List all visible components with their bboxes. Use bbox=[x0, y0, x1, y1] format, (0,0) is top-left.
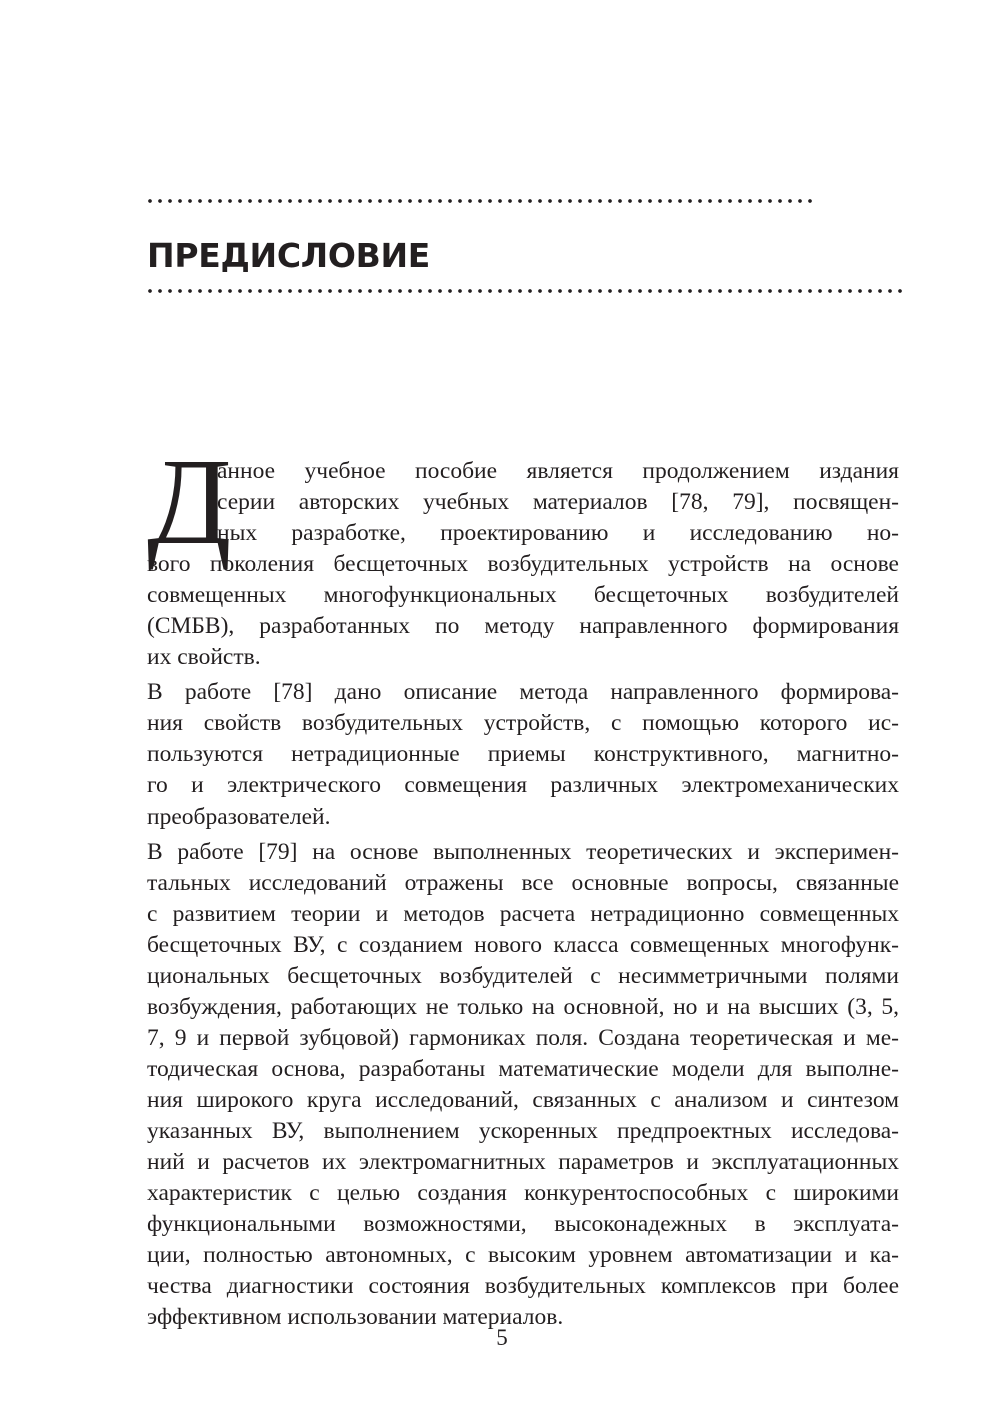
text-line: совмещенных многофункциональных бесщеточных возбудителей bbox=[147, 582, 899, 609]
page-number: 5 bbox=[496, 1325, 508, 1350]
text-line: анное учебное пособие является продолжением издания bbox=[217, 458, 899, 484]
paragraph-1 bbox=[147, 433, 899, 673]
text-line: чества диагностики состояния возбудительных комплексов при более bbox=[147, 1273, 899, 1300]
paragraph-3 bbox=[147, 837, 899, 1334]
text-line: преобразователей. bbox=[147, 803, 331, 830]
text-line: циональных бесщеточных возбудителей с несимметричными полями bbox=[147, 962, 899, 989]
text-line: тодическая основа, разработаны математические модели для выполне- bbox=[147, 1055, 899, 1082]
text-line: тальных исследований отражены все основные вопросы, связанные bbox=[147, 869, 899, 896]
text-line: (СМБВ), разработанных по методу направленного формирования bbox=[147, 613, 899, 640]
text-line: характеристик с целью создания конкурентоспособных с широкими bbox=[147, 1180, 899, 1207]
text-line: указанных ВУ, выполнением ускоренных предпроектных исследова- bbox=[147, 1117, 899, 1144]
text-line: го и электрического совмещения различных электромеханических bbox=[147, 772, 899, 799]
text-line: их свойств. bbox=[147, 644, 261, 671]
text-line: ния широкого круга исследований, связанных с анализом и синтезом bbox=[147, 1086, 899, 1113]
text-line: ных разработке, проектированию и исследованию но- bbox=[217, 520, 899, 547]
text-line: 7, 9 и первой зубцовой) гармониках поля. Создана теоретическая и ме- bbox=[147, 1024, 899, 1051]
drop-cap: Д bbox=[147, 433, 232, 570]
text-line-content: В работе [78] дано описание метода направленного формирова- bbox=[147, 679, 899, 706]
text-line: ния свойств возбудительных устройств, с помощью которого ис- bbox=[147, 710, 899, 737]
text-line bbox=[147, 677, 899, 708]
page-heading: ПРЕДИСЛОВИЕ bbox=[147, 236, 431, 275]
text-line: ний и расчетов их электромагнитных параметров и эксплуатационных bbox=[147, 1149, 899, 1176]
text-line: ции, полностью автономных, с высоким уровнем автоматизации и ка- bbox=[147, 1242, 899, 1269]
text-line: с развитием теории и методов расчета нетрадиционно совмещенных bbox=[147, 900, 899, 927]
text-line: пользуются нетрадиционные приемы конструктивного, магнитно- bbox=[147, 741, 899, 768]
text-line: В работе [79] на основе выполненных теоретических и эксперимен- bbox=[147, 838, 899, 865]
text-line: возбуждения, работающих не только на основной, но и на высших (3, 5, bbox=[147, 993, 899, 1020]
heading-bottom-dotted-rule bbox=[145, 288, 903, 294]
body-text bbox=[147, 433, 899, 1333]
text-line: вого поколения бесщеточных возбудительных устройств на основе bbox=[147, 551, 899, 578]
text-line: функциональными возможностями, высоконадежных в эксплуата- bbox=[147, 1211, 899, 1238]
paragraph-2 bbox=[147, 677, 899, 832]
text-line: бесщеточных ВУ, с созданием нового класса совмещенных многофунк- bbox=[147, 931, 899, 958]
text-line: эффективном использовании материалов. bbox=[147, 1304, 564, 1331]
heading-top-dotted-rule bbox=[145, 198, 815, 204]
text-line: серии авторских учебных материалов [78, 79], посвящен- bbox=[217, 489, 899, 516]
